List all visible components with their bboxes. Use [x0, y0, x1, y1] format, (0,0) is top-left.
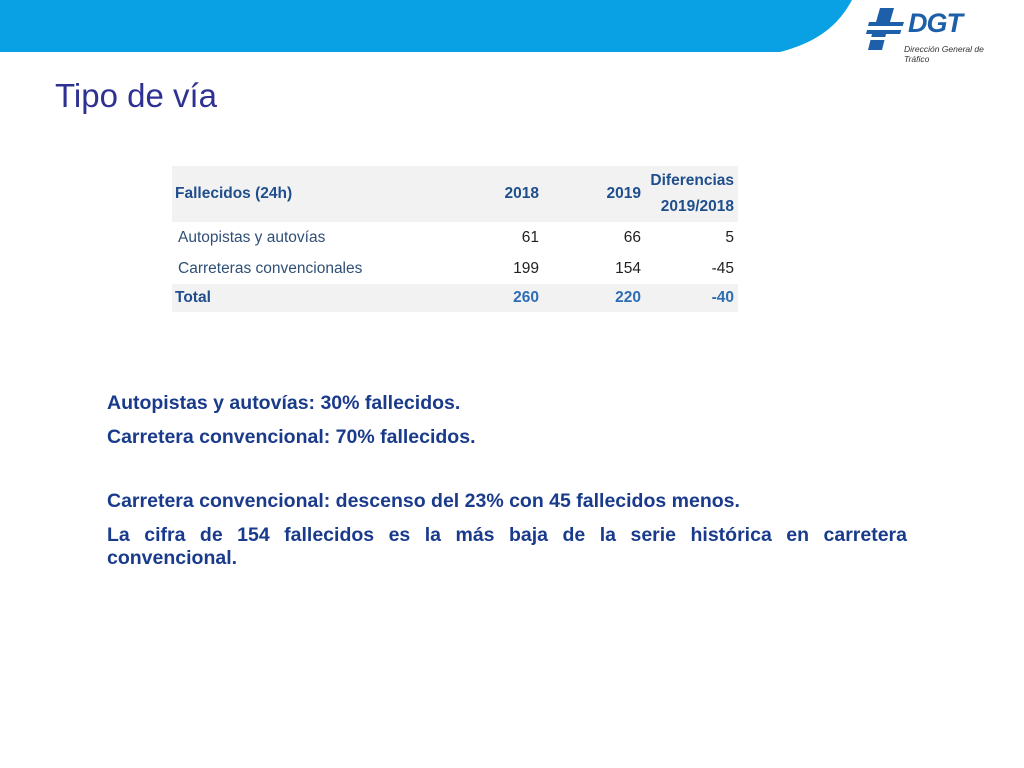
header-label: Fallecidos (24h)	[172, 166, 443, 222]
row-2019: 154	[615, 259, 641, 277]
row-2018: 199	[513, 259, 539, 277]
row-label: Carreteras convencionales	[178, 259, 363, 277]
table-total-row	[172, 284, 738, 312]
summary-line: Carretera convencional: descenso del 23% con 45 fallecidos menos.	[107, 490, 740, 512]
row-2018: 61	[521, 228, 539, 246]
header-2019: 2019	[543, 166, 645, 222]
row-diff: 5	[725, 228, 734, 246]
summary-line: Carretera convencional: 70% fallecidos.	[107, 426, 476, 448]
table-header-row	[172, 166, 738, 222]
logo-subtitle: Dirección General de Tráfico	[904, 44, 984, 64]
dgt-logo	[866, 4, 986, 66]
table-row	[172, 253, 738, 284]
summary-line: Autopistas y autovías: 30% fallecidos.	[107, 392, 461, 414]
table-row	[172, 222, 738, 253]
fatalities-table	[172, 166, 738, 312]
summary-line: La cifra de 154 fallecidos es la más baja de la serie histórica en carretera convencional.	[107, 524, 907, 569]
page-title: Tipo de vía	[55, 77, 218, 114]
total-2019: 220	[543, 284, 645, 312]
logo-name: DGT	[908, 8, 962, 38]
row-2019: 66	[623, 228, 641, 246]
total-2018: 260	[443, 284, 543, 312]
row-label: Autopistas y autovías	[178, 228, 326, 246]
header-2018: 2018	[443, 166, 543, 222]
header-diff-line1: Diferencias	[650, 172, 734, 189]
total-diff: -40	[645, 284, 738, 312]
row-diff: -45	[711, 259, 734, 277]
dgt-cross-icon	[866, 6, 906, 56]
header-diff-line2: 2019/2018	[660, 198, 734, 215]
header-diff	[645, 166, 738, 222]
total-label: Total	[172, 284, 443, 312]
